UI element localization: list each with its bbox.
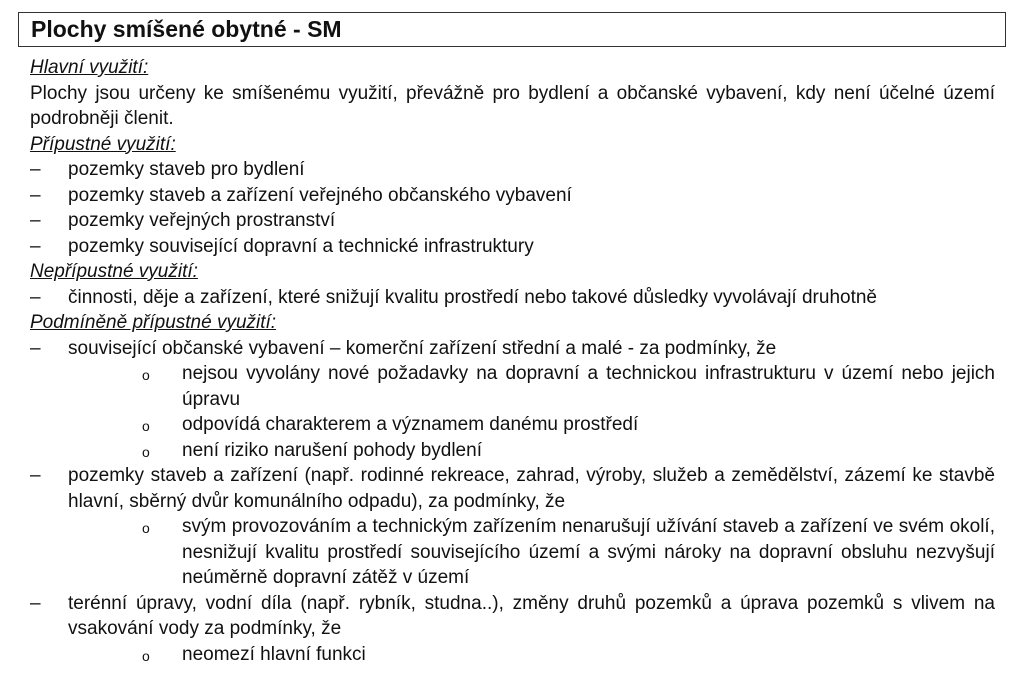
dash-marker: – [30,337,41,359]
condition-subitem [142,412,995,438]
permitted-item-text: pozemky související dopravní a technické infrastruktury [68,235,534,257]
condition-subitem [142,361,995,412]
condition-subitem-text: svým provozováním a technickým zařízením nenarušují užívání staveb a zařízení ve svém okolí, nesnižují kvalitu prostředí souvisejícího území a svými nároky na dopravní obsluhu nezvyšují neúměrně dopravní zátěž v území [182,516,995,588]
circle-bullet-icon: o [142,367,150,383]
prohibited-item-text: činnosti, děje a zařízení, které snižují kvalitu prostředí nebo takové důsledky vyvolávají druhotně [68,286,877,308]
condition-subitem [142,514,995,591]
condition-subitem [142,438,995,464]
prohibited-heading: Nepřípustné využití: [30,261,198,282]
condition-subitem-text: není riziko narušení pohody bydlení [182,439,482,461]
condition-subitem [142,642,995,668]
dash-marker: – [30,235,41,257]
permitted-item-text: pozemky staveb pro bydlení [68,159,305,180]
permitted-heading: Přípustné využití: [30,133,176,155]
conditional-item-text: pozemky staveb a zařízení (např. rodinné rekreace, zahrad, výroby, služeb a zemědělství, zázemí ke stavbě hlavní, sběrný dvůr komunálního odpadu), za podmínky, že [68,465,995,512]
circle-bullet-icon: o [142,443,150,460]
condition-subitem-text: neomezí hlavní funkci [182,643,366,665]
permitted-item [30,208,995,234]
circle-bullet-icon: o [142,647,150,664]
permitted-item [30,183,995,209]
dash-marker: – [30,592,41,614]
conditional-item [30,591,995,642]
conditional-item-text: terénní úpravy, vodní díla (např. rybník, studna..), změny druhů pozemků a úprava pozemků s vlivem na vsakování vody za podmínky, že [68,592,995,639]
dash-marker: – [30,184,41,206]
permitted-item [30,234,995,260]
prohibited-item [30,285,995,311]
page-title: Plochy smíšené obytné - SM [18,12,1006,47]
permitted-item-text: pozemky staveb a zařízení veřejného občanského vybavení [68,184,572,206]
dash-marker: – [30,286,41,308]
condition-subitem-text: odpovídá charakterem a významem danému prostředí [182,414,639,435]
dash-marker: – [30,210,41,231]
conditional-item-text: související občanské vybavení – komerční zařízení střední a malé - za podmínky, že [68,337,777,359]
dash-marker: – [30,159,41,180]
conditional-item [30,463,995,514]
circle-bullet-icon: o [142,520,150,536]
document-content [30,55,995,667]
dash-marker: – [30,465,41,486]
circle-bullet-icon: o [142,418,150,434]
condition-subitem-text: nejsou vyvolány nové požadavky na dopravní a technickou infrastrukturu v území nebo jejich úpravu [182,363,995,410]
main-use-text: Plochy jsou určeny ke smíšenému využití, převážně pro bydlení a občanské vybavení, kdy není účelné území podrobněji členit. [30,82,995,129]
conditional-item [30,336,995,362]
main-use-heading: Hlavní využití: [30,57,149,78]
conditional-heading: Podmíněně přípustné využití: [30,312,277,333]
permitted-item [30,157,995,183]
permitted-item-text: pozemky veřejných prostranství [68,210,336,231]
